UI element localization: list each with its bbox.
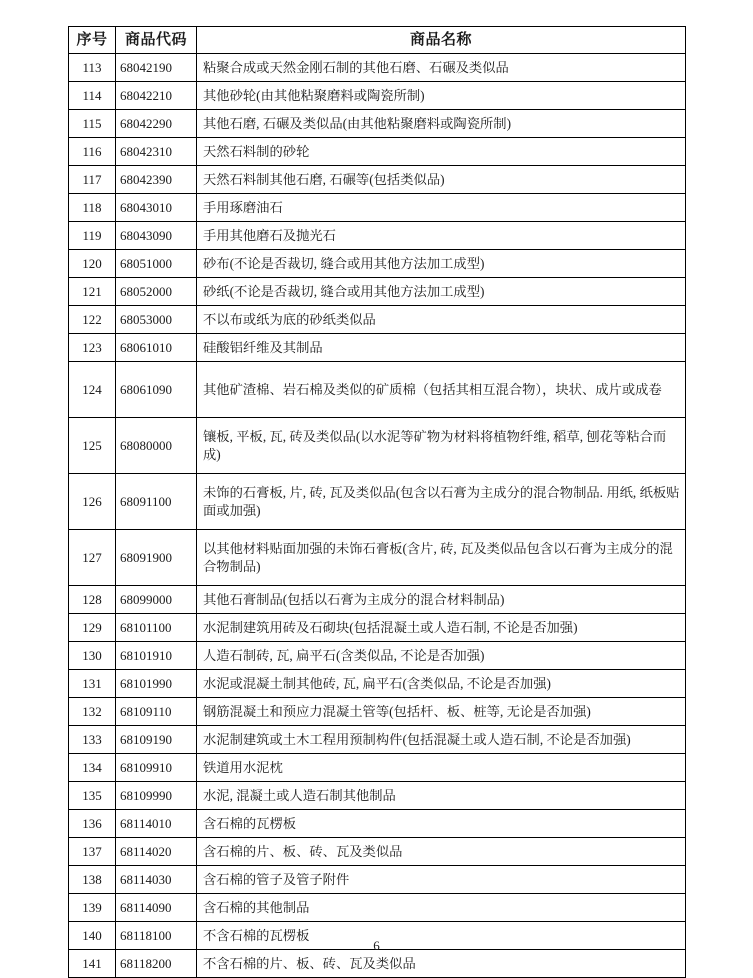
cell-name: 天然石料制其他石磨, 石碾等(包括类似品): [197, 166, 686, 194]
table-row: [69, 782, 686, 810]
table-row: [69, 474, 686, 530]
cell-code: 68042390: [116, 166, 197, 194]
cell-name: 不以布或纸为底的砂纸类似品: [197, 306, 686, 334]
table-row: [69, 194, 686, 222]
cell-seq: 119: [69, 222, 116, 250]
goods-table: [68, 26, 686, 978]
table-row: [69, 110, 686, 138]
table-row: [69, 810, 686, 838]
cell-code: 68080000: [116, 418, 197, 474]
table-row: [69, 54, 686, 82]
cell-name: 水泥, 混凝土或人造石制其他制品: [197, 782, 686, 810]
cell-seq: 125: [69, 418, 116, 474]
cell-code: 68051000: [116, 250, 197, 278]
cell-code: 68091100: [116, 474, 197, 530]
table-header: [69, 27, 686, 54]
cell-name: 天然石料制的砂轮: [197, 138, 686, 166]
table-row: [69, 306, 686, 334]
cell-name: 含石棉的瓦楞板: [197, 810, 686, 838]
table-row: [69, 726, 686, 754]
cell-code: 68043010: [116, 194, 197, 222]
table-row: [69, 586, 686, 614]
cell-code: 68042190: [116, 54, 197, 82]
cell-code: 68042290: [116, 110, 197, 138]
cell-code: 68043090: [116, 222, 197, 250]
cell-seq: 141: [69, 950, 116, 978]
cell-name: 其他砂轮(由其他粘聚磨料或陶瓷所制): [197, 82, 686, 110]
cell-seq: 120: [69, 250, 116, 278]
cell-name: 水泥或混凝土制其他砖, 瓦, 扁平石(含类似品, 不论是否加强): [197, 670, 686, 698]
cell-seq: 113: [69, 54, 116, 82]
table-row: [69, 754, 686, 782]
cell-name: 镶板, 平板, 瓦, 砖及类似品(以水泥等矿物为材料将植物纤维, 稻草, 刨花等粘合而成): [197, 418, 686, 474]
cell-seq: 139: [69, 894, 116, 922]
cell-name: 手用琢磨油石: [197, 194, 686, 222]
table-row: [69, 138, 686, 166]
table-row: [69, 82, 686, 110]
cell-name: 不含石棉的瓦楞板: [197, 922, 686, 950]
cell-code: 68118200: [116, 950, 197, 978]
cell-name: 水泥制建筑或土木工程用预制构件(包括混凝土或人造石制, 不论是否加强): [197, 726, 686, 754]
cell-seq: 126: [69, 474, 116, 530]
cell-seq: 131: [69, 670, 116, 698]
cell-code: 68042310: [116, 138, 197, 166]
cell-code: 68114030: [116, 866, 197, 894]
cell-code: 68101100: [116, 614, 197, 642]
cell-name: 含石棉的管子及管子附件: [197, 866, 686, 894]
cell-seq: 124: [69, 362, 116, 418]
cell-seq: 137: [69, 838, 116, 866]
table-row: [69, 698, 686, 726]
cell-code: 68114010: [116, 810, 197, 838]
cell-seq: 117: [69, 166, 116, 194]
table-row: [69, 166, 686, 194]
cell-seq: 129: [69, 614, 116, 642]
cell-code: 68101910: [116, 642, 197, 670]
cell-seq: 128: [69, 586, 116, 614]
cell-seq: 136: [69, 810, 116, 838]
table-row: [69, 250, 686, 278]
table-row: [69, 418, 686, 474]
table-row: [69, 362, 686, 418]
cell-seq: 116: [69, 138, 116, 166]
cell-name: 含石棉的其他制品: [197, 894, 686, 922]
table-row: [69, 334, 686, 362]
cell-seq: 135: [69, 782, 116, 810]
cell-name: 其他矿渣棉、岩石棉及类似的矿质棉（包括其相互混合物），块状、成片或成卷: [197, 362, 686, 418]
cell-code: 68053000: [116, 306, 197, 334]
column-header-name: 商品名称: [197, 27, 686, 54]
cell-seq: 133: [69, 726, 116, 754]
cell-code: 68109110: [116, 698, 197, 726]
cell-seq: 132: [69, 698, 116, 726]
cell-seq: 127: [69, 530, 116, 586]
cell-seq: 118: [69, 194, 116, 222]
cell-code: 68052000: [116, 278, 197, 306]
cell-code: 68061090: [116, 362, 197, 418]
table-row: [69, 530, 686, 586]
cell-code: 68109190: [116, 726, 197, 754]
table-row: [69, 278, 686, 306]
table-row: [69, 838, 686, 866]
table-row: [69, 222, 686, 250]
cell-name: 以其他材料贴面加强的未饰石膏板(含片, 砖, 瓦及类似品包含以石膏为主成分的混合物制品): [197, 530, 686, 586]
goods-table-container: [68, 26, 685, 978]
cell-code: 68042210: [116, 82, 197, 110]
table-body: [69, 54, 686, 978]
cell-seq: 138: [69, 866, 116, 894]
cell-name: 人造石制砖, 瓦, 扁平石(含类似品, 不论是否加强): [197, 642, 686, 670]
cell-code: 68114090: [116, 894, 197, 922]
page-number: 6: [373, 938, 380, 953]
table-row: [69, 670, 686, 698]
cell-seq: 123: [69, 334, 116, 362]
table-row: [69, 614, 686, 642]
cell-code: 68109990: [116, 782, 197, 810]
cell-name: 粘聚合成或天然金刚石制的其他石磨、石碾及类似品: [197, 54, 686, 82]
cell-code: 68061010: [116, 334, 197, 362]
table-row: [69, 894, 686, 922]
cell-code: 68114020: [116, 838, 197, 866]
table-row: [69, 642, 686, 670]
cell-name: 砂布(不论是否裁切, 缝合或用其他方法加工成型): [197, 250, 686, 278]
cell-seq: 121: [69, 278, 116, 306]
cell-code: 68101990: [116, 670, 197, 698]
cell-name: 含石棉的片、板、砖、瓦及类似品: [197, 838, 686, 866]
cell-name: 砂纸(不论是否裁切, 缝合或用其他方法加工成型): [197, 278, 686, 306]
cell-seq: 130: [69, 642, 116, 670]
cell-seq: 115: [69, 110, 116, 138]
cell-name: 未饰的石膏板, 片, 砖, 瓦及类似品(包含以石膏为主成分的混合物制品. 用纸, 纸板贴面或加强): [197, 474, 686, 530]
column-header-seq: 序号: [69, 27, 116, 54]
cell-code: 68118100: [116, 922, 197, 950]
cell-seq: 140: [69, 922, 116, 950]
cell-name: 水泥制建筑用砖及石砌块(包括混凝土或人造石制, 不论是否加强): [197, 614, 686, 642]
cell-seq: 114: [69, 82, 116, 110]
cell-name: 硅酸铝纤维及其制品: [197, 334, 686, 362]
cell-code: 68091900: [116, 530, 197, 586]
cell-name: 不含石棉的片、板、砖、瓦及类似品: [197, 950, 686, 978]
cell-code: 68109910: [116, 754, 197, 782]
cell-seq: 122: [69, 306, 116, 334]
cell-name: 铁道用水泥枕: [197, 754, 686, 782]
cell-seq: 134: [69, 754, 116, 782]
cell-name: 其他石磨, 石碾及类似品(由其他粘聚磨料或陶瓷所制): [197, 110, 686, 138]
column-header-code: 商品代码: [116, 27, 197, 54]
table-row: [69, 866, 686, 894]
cell-code: 68099000: [116, 586, 197, 614]
table-header-row: [69, 27, 686, 54]
cell-name: 手用其他磨石及抛光石: [197, 222, 686, 250]
cell-name: 其他石膏制品(包括以石膏为主成分的混合材料制品): [197, 586, 686, 614]
cell-name: 钢筋混凝土和预应力混凝土管等(包括杆、板、桩等, 无论是否加强): [197, 698, 686, 726]
